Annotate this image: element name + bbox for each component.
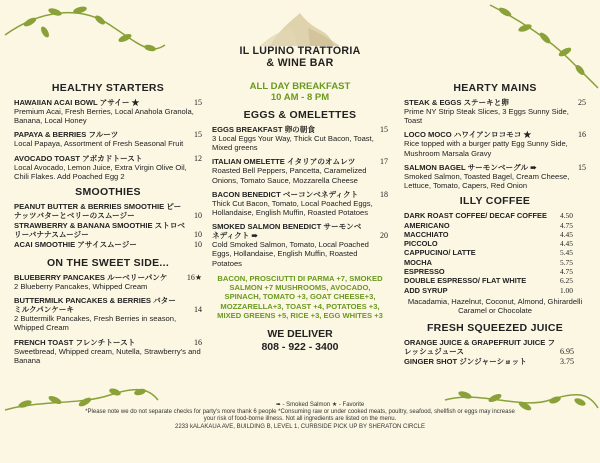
delivery-block xyxy=(212,328,388,353)
item-name: ACAI SMOOTHIE アサイスムージー xyxy=(14,240,137,250)
coffee-name: CAPPUCINO/ LATTE xyxy=(404,248,476,258)
item-price: 6.95 xyxy=(560,347,574,357)
item-name: EGGS BREAKFAST 卵の朝食 xyxy=(212,125,315,134)
item-name: BACON BENEDICT ベーコンベネディクト xyxy=(212,189,359,199)
coffee-name: AMERICANO xyxy=(404,220,450,230)
item-desc: Premium Acai, Fresh Berries, Local Anahola Granola, Banana, Local Honey xyxy=(14,107,194,126)
item-price: 17 xyxy=(380,157,388,167)
item-desc: Cold Smoked Salmon, Tomato, Local Poached Eggs, Hollandaise, English Muffin, Roasted Potatoes xyxy=(212,240,369,268)
coffee-price: 4.75 xyxy=(560,267,573,276)
item-name: PAPAYA & BERRIES フルーツ xyxy=(14,130,119,140)
menu-item xyxy=(212,125,388,152)
coffee-price: 4.75 xyxy=(560,220,573,230)
menu-item xyxy=(212,190,388,217)
coffee-price: 4.45 xyxy=(560,229,573,239)
coffee-row xyxy=(404,239,586,248)
coffee-row xyxy=(404,267,586,276)
footer xyxy=(0,402,600,431)
item-price: 16 xyxy=(194,337,202,347)
menu-item xyxy=(14,338,202,365)
item-price: 14 xyxy=(194,305,202,315)
coffee-price: 5.75 xyxy=(560,257,573,267)
coffee-price: 5.45 xyxy=(560,248,573,258)
coffee-row xyxy=(404,211,586,220)
restaurant-name xyxy=(190,45,410,69)
coffee-name: ADD SYRUP xyxy=(404,285,448,295)
menu-item xyxy=(14,240,202,249)
all-day-breakfast xyxy=(212,82,388,103)
coffee-price: 1.00 xyxy=(560,285,573,295)
coffee-list xyxy=(404,211,586,295)
footer-note-1: *Please note we do not separate checks for party's more thank 6 people *Consuming raw or under cooked meats, poultry, seafood, shellfish or eggs may increase xyxy=(85,409,515,416)
item-name: STEAK & EGGS ステーキと卵 xyxy=(404,98,509,107)
wolf-logo-icon xyxy=(200,8,400,48)
item-price: 15 xyxy=(194,130,202,140)
center-column xyxy=(212,82,388,353)
item-price: 16★ xyxy=(186,273,202,283)
item-name: LOCO MOCO ハワイアンロコモコ ★ xyxy=(404,130,532,140)
item-name: GINGER SHOT ジンジャーショット xyxy=(404,357,527,367)
item-price: 3.75 xyxy=(560,357,574,367)
healthy-starters-title: HEALTHY STARTERS xyxy=(51,82,165,94)
item-price: 16 xyxy=(578,130,586,140)
vine-top-right-decoration xyxy=(480,0,600,90)
item-name: HAWAIIAN ACAI BOWL アサイー ★ xyxy=(14,98,140,107)
item-desc: 3 Local Eggs Your Way, Thick Cut Bacon, Toast, Mixed greens xyxy=(212,134,374,153)
item-desc: Roasted Bell Peppers, Pancetta, Caramelized Onions, Tomato Sauce, Mozzarella Cheese xyxy=(212,166,367,185)
item-price: 15 xyxy=(578,162,586,172)
menu-item xyxy=(14,130,202,148)
coffee-name: DOUBLE ESPRESSO/ FLAT WHITE xyxy=(404,276,527,286)
item-name: STRAWBERRY & BANANA SMOOTHIE ストロベリーバナナスムージー xyxy=(14,221,186,240)
menu-item xyxy=(404,130,586,157)
item-price: 12 xyxy=(194,153,202,163)
menu-item xyxy=(404,98,586,125)
item-name: ITALIAN OMELETTE イタリアのオムレツ xyxy=(212,157,356,167)
add-ons-list: BACON, PROSCIUTTI DI PARMA +7, SMOKED SALMON +7 MUSHROOMS, AVOCADO, SPINACH, TOMATO +3, GOAT CHEESE+3, MOZZARELLA+3, TOAST +4, POTATOES +3, MIXED GREENS +5, RICE +3, EGG WHITES +3 xyxy=(217,273,383,321)
deliver-title: WE DELIVER xyxy=(267,328,333,341)
item-price: 10 xyxy=(194,211,202,221)
phone-number: 808 - 922 - 3400 xyxy=(261,341,339,354)
item-name: SMOKED SALMON BENEDICT サーモンベネディクト ➠ xyxy=(212,222,362,241)
menu-item xyxy=(404,163,586,190)
legend: ➠ - Smoked Salmon ★ - Favorite xyxy=(275,402,365,408)
smoothies-title: SMOOTHIES xyxy=(75,186,141,199)
menu-item xyxy=(404,338,586,356)
brand-line2: & WINE BAR xyxy=(266,57,334,69)
menu-item xyxy=(14,202,202,220)
menu-item xyxy=(14,98,202,125)
item-name: ORANGE JUICE & GRAPEFRUIT JUICE フレッシュジュース xyxy=(404,338,556,357)
footer-note-2: your risk of food-borne illness. Not all ingredients are listed on the menu. xyxy=(203,416,397,423)
item-desc: Thick Cut Bacon, Tomato, Local Poached Eggs, Hollandaise, English Muffin, Roasted Potatoes xyxy=(212,198,373,218)
coffee-title: ILLY COFFEE xyxy=(459,195,531,208)
menu-item xyxy=(14,221,202,239)
item-name: SALMON BAGEL サーモンベーグル ➠ xyxy=(404,162,537,172)
coffee-row xyxy=(404,258,586,267)
vine-top-left-decoration xyxy=(0,0,170,70)
item-desc: 2 Buttermilk Pancakes, Fresh Berries in season, Whipped Cream xyxy=(14,314,177,333)
coffee-price: 4.45 xyxy=(560,239,573,249)
menu-item xyxy=(404,357,586,366)
item-name: FRENCH TOAST フレンチトースト xyxy=(14,337,136,347)
item-name: PEANUT BUTTER & BERRIES SMOOTHIE ピーナッツバターとベリーのスムージー xyxy=(14,202,182,221)
coffee-row xyxy=(404,230,586,239)
item-price: 20 xyxy=(380,231,388,241)
coffee-name: ESPRESSO xyxy=(404,267,445,276)
eggs-title: EGGS & OMELETTES xyxy=(243,109,357,121)
coffee-name: DARK ROAST COFFEE/ DECAF COFFEE xyxy=(404,211,547,221)
item-price: 10 xyxy=(194,240,202,250)
item-desc: Smoked Salmon, Toasted Bagel, Cream Cheese, Lettuce, Tomato, Capers, Red Onion xyxy=(404,171,570,191)
coffee-name: PICCOLO xyxy=(404,239,438,249)
coffee-price: 4.50 xyxy=(560,211,573,221)
right-column xyxy=(404,78,586,371)
item-desc: Rice topped with a burger patty Egg Sunny Side, Mushroom Marsala Gravy xyxy=(404,139,568,158)
item-desc: Prime NY Strip Steak Slices, 3 Eggs Sunny Side, Toast xyxy=(404,107,569,126)
coffee-name: MOCHA xyxy=(404,257,432,267)
coffee-name: MACCHIATO xyxy=(404,229,449,239)
breakfast-hours: 10 AM - 8 PM xyxy=(270,91,330,103)
item-price: 10 xyxy=(194,230,202,240)
menu-item xyxy=(14,273,202,291)
left-column xyxy=(14,78,202,370)
menu-item xyxy=(14,296,202,332)
coffee-row xyxy=(404,276,586,285)
coffee-row xyxy=(404,286,586,295)
syrup-options: Macadamia, Hazelnut, Coconut, Almond, Ghirardelli Caramel or Chocolate xyxy=(407,296,583,316)
item-desc: Sweetbread, Whipped cream, Nutella, Strawberry's and Banana xyxy=(14,346,201,365)
coffee-price: 6.25 xyxy=(560,276,573,286)
coffee-row xyxy=(404,221,586,230)
sweet-side-title: ON THE SWEET SIDE... xyxy=(46,257,170,270)
item-desc: Local Papaya, Assortment of Fresh Seasonal Fruit xyxy=(14,139,184,149)
juice-title: FRESH SQUEEZED JUICE xyxy=(426,322,564,335)
item-price: 18 xyxy=(380,189,388,199)
brand-line1: IL LUPINO TRATTORIA xyxy=(239,45,361,57)
menu-item xyxy=(212,157,388,184)
item-name: BLUEBERRY PANCAKES ルーベリーパンケ xyxy=(14,273,168,283)
item-desc: 2 Blueberry Pancakes, Whipped Cream xyxy=(14,282,148,292)
address: 2233 kALAKAUA AVE, BUILDING B, LEVEL 1, CURBSIDE PICK UP BY SHERATON CIRCLE xyxy=(175,423,425,430)
menu-item xyxy=(212,222,388,268)
item-price: 15 xyxy=(194,98,202,107)
item-price: 25 xyxy=(578,98,586,107)
menu-item xyxy=(14,154,202,181)
item-name: BUTTERMILK PANCAKES & BERRIES バターミルクパンケーキ xyxy=(14,296,176,315)
hearty-mains-title: HEARTY MAINS xyxy=(453,82,537,94)
item-name: AVOCADO TOAST アボカドトースト xyxy=(14,153,143,163)
item-price: 15 xyxy=(380,125,388,134)
item-desc: Local Avocado, Lemon Juice, Extra Virgin Olive Oil, Chili Flakes. Add Poached Egg 2 xyxy=(14,162,187,181)
coffee-row xyxy=(404,248,586,257)
breakfast-title: ALL DAY BREAKFAST xyxy=(249,81,351,92)
